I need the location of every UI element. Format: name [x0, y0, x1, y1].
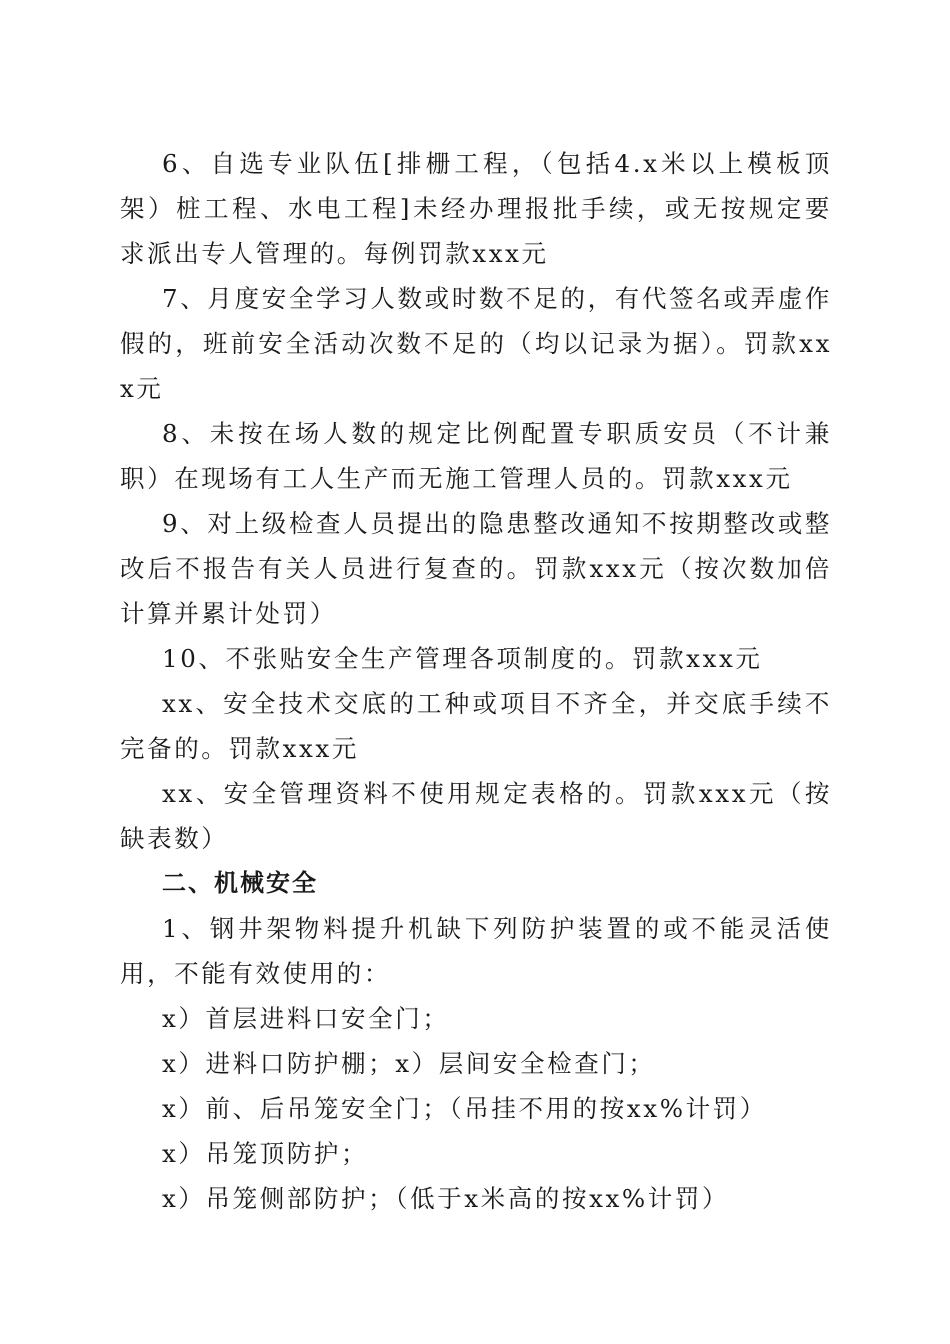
paragraph-item-8: 8、未按在场人数的规定比例配置专职质安员（不计兼职）在现场有工人生产而无施工管理人员的。罚款xxx元: [120, 419, 832, 493]
list-item-cage-top: x）吊笼顶防护；: [162, 1139, 369, 1168]
paragraph-item-10: 10、不张贴安全生产管理各项制度的。罚款xxx元: [162, 644, 763, 673]
paragraph-item-7: 7、月度安全学习人数或时数不足的，有代签名或弄虚作假的，班前安全活动次数不足的（均以记录为据）。罚款xxx元: [120, 284, 832, 403]
section-heading-machinery-safety: 二、机械安全: [162, 869, 318, 897]
paragraph-item-12: xx、安全管理资料不使用规定表格的。罚款xxx元（按缺表数）: [120, 779, 832, 853]
list-item-first-floor-gate: x）首层进料口安全门；: [162, 1004, 450, 1033]
document-body: [120, 141, 832, 1221]
paragraph-item-11: xx、安全技术交底的工种或项目不齐全，并交底手续不完备的。罚款xxx元: [120, 689, 832, 763]
paragraph-machinery-1: 1、钢井架物料提升机缺下列防护装置的或不能灵活使用，不能有效使用的：: [120, 914, 832, 988]
paragraph-item-9: 9、对上级检查人员提出的隐患整改通知不按期整改或整改后不报告有关人员进行复查的。罚款xxx元（按次数加倍计算并累计处罚）: [120, 509, 832, 628]
paragraph-item-6: 6、自选专业队伍[排栅工程，（包括4.x米以上模板顶架）桩工程、水电工程]未经办理报批手续，或无按规定要求派出专人管理的。每例罚款xxx元: [120, 149, 832, 268]
list-item-feed-port-shed: x）进料口防护棚；x）层间安全检查门；: [162, 1049, 656, 1078]
list-item-cage-gates: x）前、后吊笼安全门；（吊挂不用的按xx%计罚）: [162, 1094, 767, 1123]
list-item-cage-side: x）吊笼侧部防护；（低于x米高的按xx%计罚）: [162, 1184, 730, 1213]
